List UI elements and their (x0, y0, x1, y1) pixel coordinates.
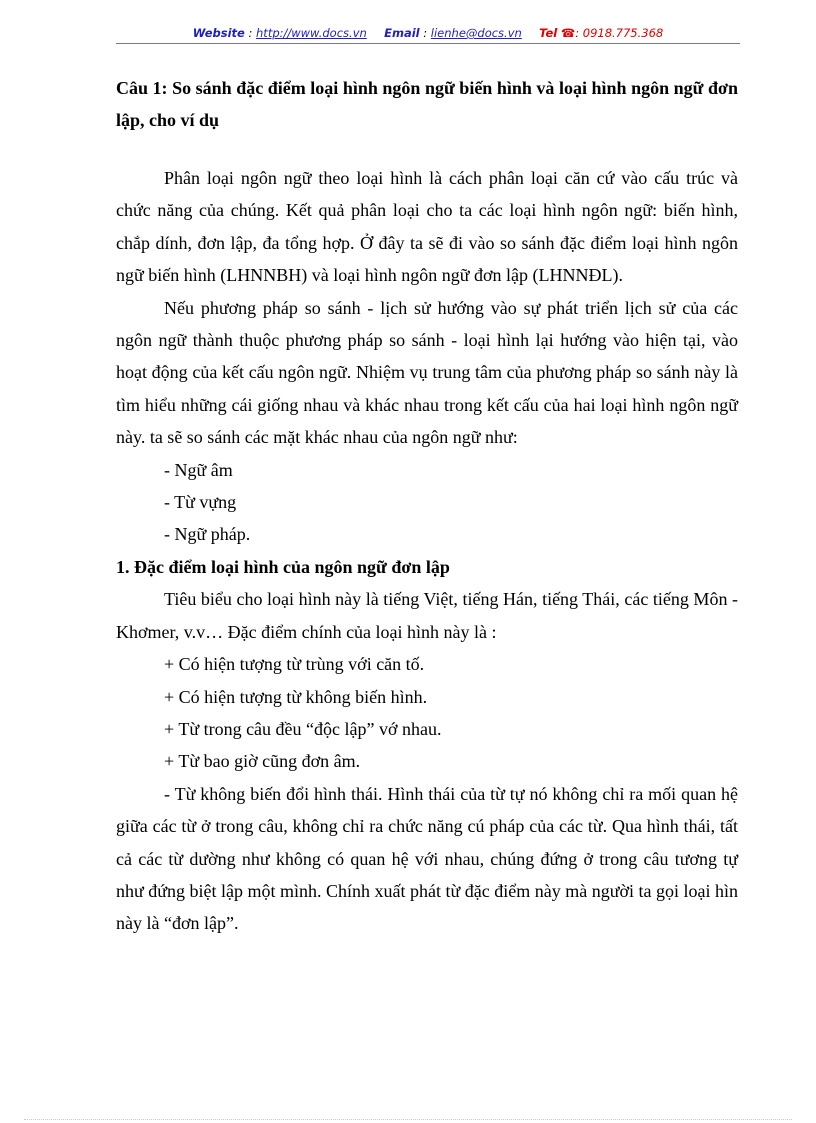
phone-icon: ☎ (560, 26, 576, 40)
website-label: Website (192, 26, 245, 40)
aspect-item-phonetics: - Ngữ âm (164, 459, 233, 480)
document-title: Câu 1: So sánh đặc điểm loại hình ngôn ngữ biến hình và loại hình ngôn ngữ đơn lập, cho ví dụ (116, 78, 738, 130)
email-separator: : (419, 26, 431, 40)
feature-item: + Từ bao giờ cũng đơn âm. (164, 751, 361, 772)
feature-item: + Có hiện tượng từ trùng với căn tố. (164, 654, 425, 675)
section-paragraph: Tiêu biểu cho loại hình này là tiếng Việt, tiếng Hán, tiếng Thái, các tiếng Môn - Khơmer, v.v… Đặc điểm chính của loại hình này là : (116, 589, 738, 642)
feature-item: + Từ trong câu đều “độc lập” vớ nhau. (164, 718, 442, 739)
tel-label: Tel (539, 26, 558, 40)
email-label: Email (384, 26, 420, 40)
tel-number: : 0918.775.368 (575, 26, 664, 40)
footer-divider (24, 1119, 792, 1120)
aspect-item-grammar: - Ngữ pháp. (164, 524, 251, 545)
aspect-item-vocabulary: - Từ vựng (164, 492, 237, 513)
header-divider (116, 43, 740, 44)
feature-item: + Có hiện tượng từ không biến hình. (164, 686, 428, 707)
document-body (116, 72, 738, 940)
detail-paragraph: - Từ không biến đổi hình thái. Hình thái của từ tự nó không chỉ ra mối quan hệ giữa các từ ở trong câu, không chỉ ra chức năng cú pháp của các từ. Qua hình thái, tất cả các từ dường như không có quan hệ với nhau, chúng đứng ở trong câu tương tự như đứng biệt lập một mình. Chính xuất phát từ đặc điểm này mà người ta gọi loại hìn này là “đơn lập”. (116, 783, 738, 934)
section-heading: 1. Đặc điểm loại hình của ngôn ngữ đơn lập (116, 556, 450, 577)
method-paragraph: Nếu phương pháp so sánh - lịch sử hướng vào sự phát triển lịch sử của các ngôn ngữ thành thuộc phương pháp so sánh - loại hình lại hướng vào hiện tại, vào hoạt động của kết cấu ngôn ngữ. Nhiệm vụ trung tâm của phương pháp so sánh này là tìm hiểu những cái giống nhau và khác nhau trong kết cấu của hai loại hình ngôn ngữ này. ta sẽ so sánh các mặt khác nhau của ngôn ngữ như: (116, 297, 738, 448)
email-link[interactable]: lienhe@docs.vn (430, 26, 522, 40)
website-link[interactable]: http://www.docs.vn (256, 26, 367, 40)
intro-paragraph: Phân loại ngôn ngữ theo loại hình là cách phân loại căn cứ vào cấu trúc và chức năng của chúng. Kết quả phân loại cho ta các loại hình ngôn ngữ: biến hình, chắp dính, đơn lập, đa tổng hợp. Ở đây ta sẽ đi vào so sánh đặc điểm loại hình ngôn ngữ biến hình (LHNNBH) và loại hình ngôn ngữ đơn lập (LHNNĐL). (116, 168, 738, 286)
website-separator: : (244, 26, 257, 40)
page-header (116, 24, 740, 42)
